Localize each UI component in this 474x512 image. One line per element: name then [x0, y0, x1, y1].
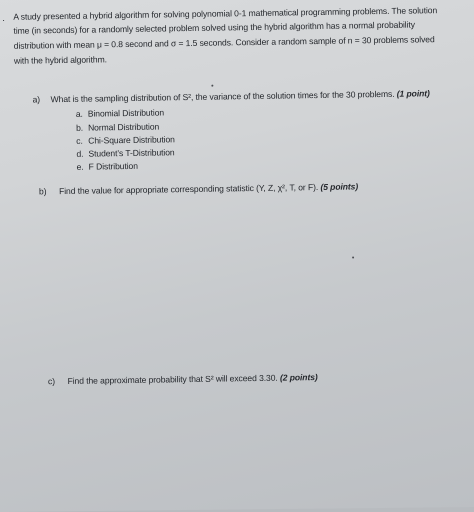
option-d-text: Student’s T-Distribution: [88, 147, 175, 159]
question-b-label: b): [38, 186, 47, 197]
question-a-label: a): [32, 94, 41, 105]
intro-line-2: time (in seconds) for a randomly selected problem solved using the hybrid algorithm has a normal probability: [13, 19, 415, 36]
option-a-letter: a.: [75, 108, 83, 119]
question-a-points: (1 point): [396, 88, 430, 99]
question-c-points: (2 points): [279, 372, 318, 383]
question-b: [39, 182, 358, 196]
option-a-text: Binomial Distribution: [87, 107, 165, 119]
question-c-label: c): [47, 376, 56, 387]
option-d: [76, 147, 174, 159]
option-b-letter: b.: [75, 122, 84, 133]
option-c-letter: c.: [76, 135, 83, 146]
question-a-text: What is the sampling distribution of S², the variance of the solution times for the 30 problems.: [50, 88, 395, 105]
option-a: [76, 107, 164, 118]
bullet-mark: .: [2, 12, 5, 23]
pen-dot-2: [352, 256, 354, 258]
question-b-text: Find the value for appropriate corresponding statistic (Y, Z, χ², T, or F).: [58, 182, 319, 197]
option-b-text: Normal Distribution: [87, 121, 160, 133]
intro-line-3: distribution with mean μ = 0.8 second and σ = 1.5 seconds. Consider a random sample of n = 30 problems solved: [13, 34, 435, 51]
question-b-points: (5 points): [320, 181, 359, 192]
option-e: [77, 161, 138, 172]
pen-dot: [211, 85, 213, 87]
option-c: [76, 134, 175, 146]
option-d-letter: d.: [76, 148, 84, 159]
question-a: [33, 89, 430, 104]
question-c-text: Find the approximate probability that S² will exceed 3.30.: [67, 372, 278, 386]
option-e-text: F Distribution: [88, 160, 138, 172]
option-e-letter: e.: [76, 161, 84, 172]
option-c-text: Chi-Square Distribution: [88, 134, 175, 146]
question-c: [48, 373, 318, 386]
option-b: [76, 122, 159, 133]
intro-line-1: A study presented a hybrid algorithm for solving polynomial 0-1 mathematical programming problems. The solution: [13, 5, 438, 22]
intro-line-4: with the hybrid algorithm.: [13, 54, 107, 66]
